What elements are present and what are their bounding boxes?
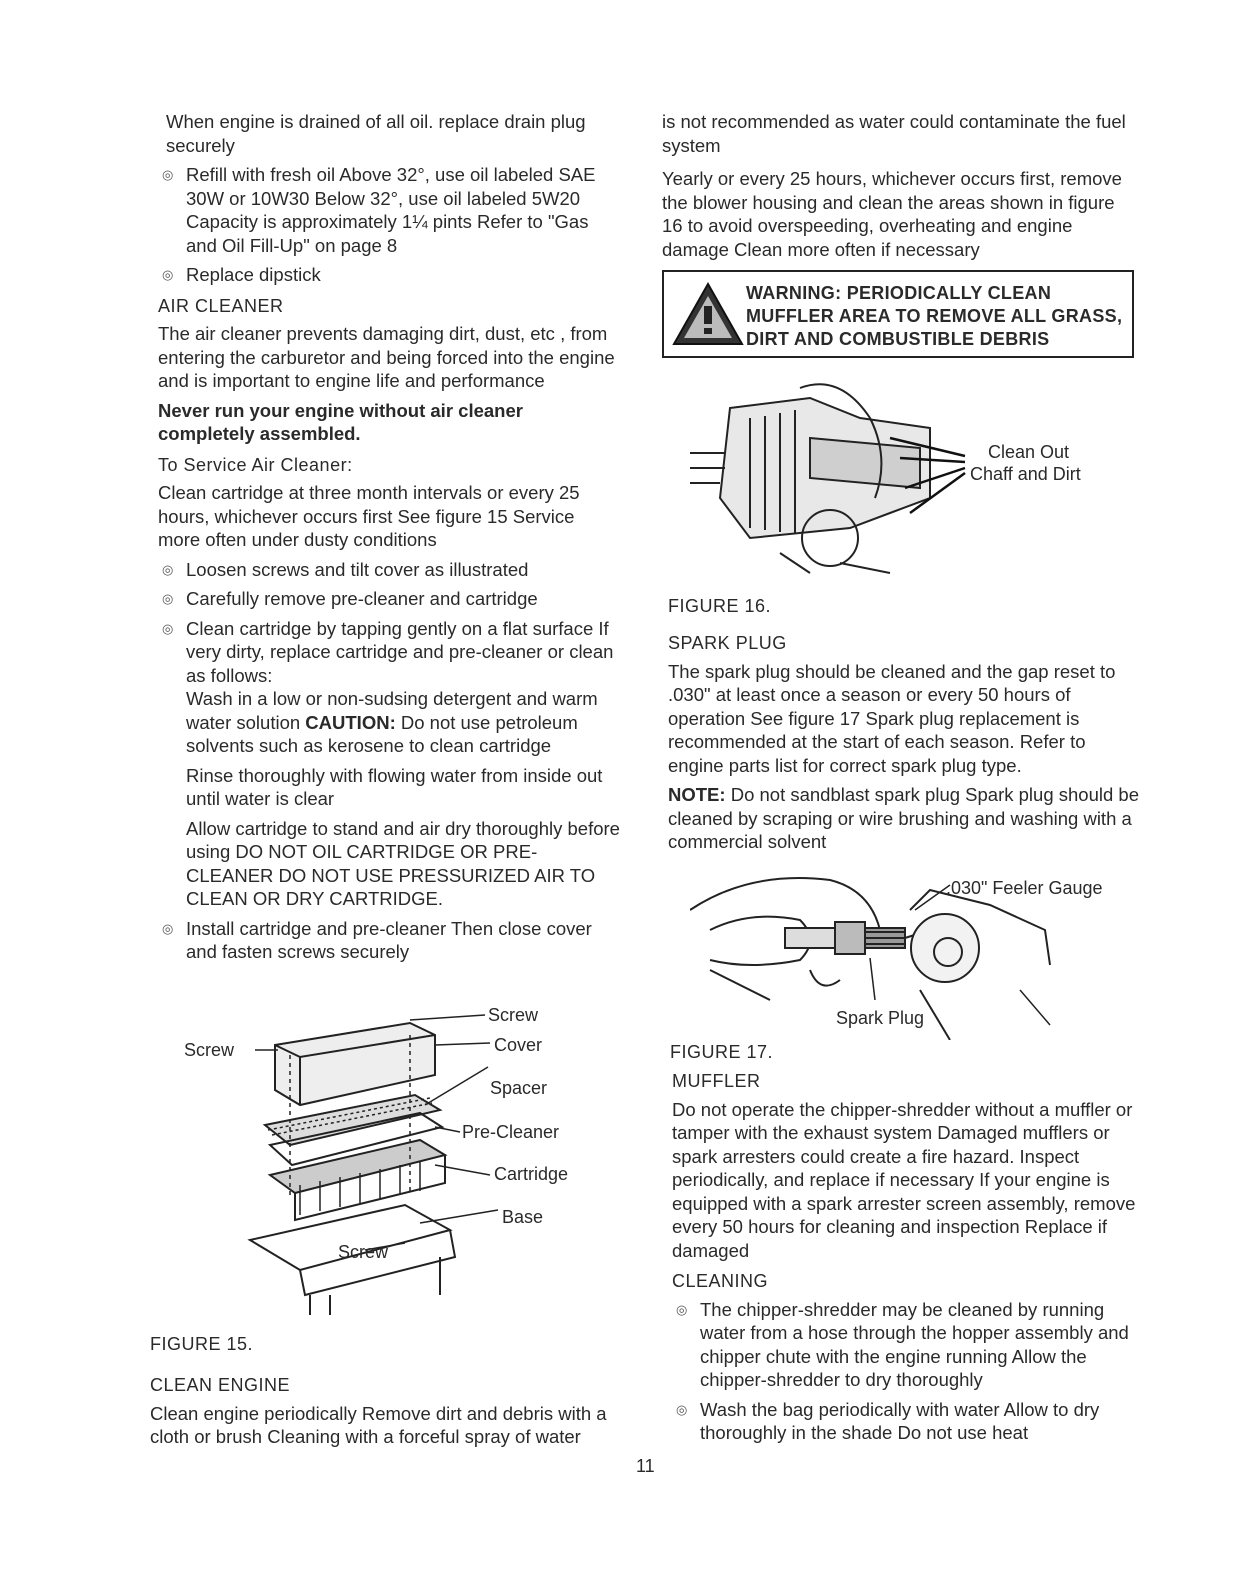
refill-oil-bullet: ◎ Refill with fresh oil Above 32°, use oil labeled SAE 30W or 10W30 Below 32°, use oil labeled 5W20 Capacity is approximately 1¼ pints Refer to "Gas and Oil Fill-Up" on page 8 <box>158 163 620 257</box>
left-column <box>158 110 620 970</box>
wash-text: Wash in a low or non-sudsing detergent and warm water solution <box>186 688 598 733</box>
caution-label: CAUTION: <box>305 711 396 733</box>
install-cartridge-bullet: ◎ Install cartridge and pre-cleaner Then close cover and fasten screws securely <box>158 917 620 964</box>
fig17-label-spark-plug: Spark Plug <box>836 1008 925 1028</box>
service-paragraph: Clean cartridge at three month intervals or every 25 hours, whichever occurs first See figure 15 Service more often under dusty conditions <box>158 482 580 550</box>
fuel-system-continuation: is not recommended as water could contaminate the fuel system <box>662 111 1126 156</box>
figure-16-caption: FIGURE 16. <box>668 596 772 616</box>
engine-cleaning-diagram <box>690 378 980 578</box>
clean-engine-section <box>150 1374 628 1455</box>
clean-engine-paragraph: Clean engine periodically Remove dirt and debris with a cloth or brush Cleaning with a forceful spray of water <box>150 1402 607 1447</box>
caution-text: Do not use petroleum solvents such as kerosene to clean cartridge <box>186 711 578 756</box>
yearly-cleaning-paragraph: Yearly or every 25 hours, whichever occurs first, remove the blower housing and clean the areas shown in figure 16 to avoid overspeeding, overheating and engine damage Clean more often if necessary <box>662 168 1122 260</box>
muffler-paragraph: Do not operate the chipper-shredder without a muffler or tamper with the exhaust system Damaged mufflers or spark arresters could create a fire hazard. Inspect periodically, and replace if necessary If your engine is equipped with a spark arrester screen assembly, remove every 50 hours for cleaning and inspection Replace if damaged <box>672 1098 1136 1261</box>
fig15-label-screw-bottom: Screw <box>338 1242 389 1262</box>
spark-plug-note <box>668 783 1140 854</box>
rinse-instruction: Rinse thoroughly with flowing water from inside out until water is clear <box>186 764 603 809</box>
warning-box <box>662 270 1134 358</box>
replace-dipstick-bullet: ◎ Replace dipstick <box>158 263 620 287</box>
note-label: NOTE: <box>668 784 726 805</box>
fig15-label-cover: Cover <box>494 1035 543 1055</box>
air-dry-instruction: Allow cartridge to stand and air dry thoroughly before using DO NOT OIL CARTRIDGE OR PRE-CLEANER DO NOT USE PRESSURIZED AIR TO CLEAN OR DRY CARTRIDGE. <box>186 817 620 909</box>
figure-15-caption: FIGURE 15. <box>150 1334 254 1354</box>
fig16-callout-line1: Clean Out <box>988 442 1070 462</box>
fig15-label-spacer: Spacer <box>490 1078 548 1098</box>
fig15-label-precleaner: Pre-Cleaner <box>462 1122 560 1142</box>
wash-instruction <box>158 687 620 758</box>
air-cleaner-paragraph: The air cleaner prevents damaging dirt, dust, etc , from entering the carburetor and being forced into the engine and is important to engine life and performance <box>158 323 615 391</box>
loosen-screws-bullet: ◎ Loosen screws and tilt cover as illustrated <box>158 558 620 582</box>
air-cleaner-heading: AIR CLEANER <box>158 295 284 316</box>
cleaning-heading: CLEANING <box>672 1271 769 1291</box>
fig15-label-cartridge: Cartridge <box>494 1164 569 1184</box>
cleaning-running-water-bullet: ◎ The chipper-shredder may be cleaned by running water from a hose through the hopper assembly and chipper chute with the engine running Allow the chipper-shredder to dry thoroughly <box>672 1298 1142 1392</box>
spark-plug-heading: SPARK PLUG <box>668 633 787 653</box>
warning-triangle-icon <box>672 280 744 348</box>
figure-17-caption: FIGURE 17. <box>670 1042 774 1062</box>
service-air-cleaner-heading: To Service Air Cleaner: <box>158 454 353 475</box>
muffler-heading: MUFFLER <box>672 1071 761 1091</box>
remove-precleaner-bullet: ◎ Carefully remove pre-cleaner and cartridge <box>158 587 620 611</box>
spark-plug-paragraph: The spark plug should be cleaned and the gap reset to .030" at least once a season or every 50 hours of operation See figure 17 Spark plug replacement is recommended at the start of each season. Refer to engine parts list for correct spark plug type. <box>668 660 1116 776</box>
note-text: Do not sandblast spark plug Spark plug should be cleaned by scraping or wire brushing and washing with a commercial solvent <box>668 784 1139 852</box>
clean-cartridge-bullet: ◎ Clean cartridge by tapping gently on a flat surface If very dirty, replace cartridge and pre-cleaner or clean as follows: <box>158 617 620 688</box>
fig17-label-feeler-gauge: .030" Feeler Gauge <box>946 878 1103 898</box>
never-run-warning: Never run your engine without air cleaner completely assembled. <box>158 399 523 444</box>
spark-plug-section <box>668 632 1140 860</box>
page-number: 11 <box>636 1456 655 1476</box>
muffler-cleaning-section <box>672 1070 1142 1451</box>
fig15-label-base: Base <box>502 1207 544 1227</box>
drain-plug-text: When engine is drained of all oil. replace drain plug securely <box>166 111 586 156</box>
fig16-callout-line2: Chaff and Dirt <box>970 464 1081 484</box>
fig15-label-screw-left: Screw <box>184 1040 235 1060</box>
wash-bag-bullet: ◎ Wash the bag periodically with water Allow to dry thoroughly in the shade Do not use heat <box>672 1398 1142 1445</box>
right-column-top <box>662 110 1134 267</box>
warning-text: WARNING: PERIODICALLY CLEAN MUFFLER AREA TO REMOVE ALL GRASS, DIRT AND COMBUSTIBLE DEBRIS <box>746 283 1123 349</box>
clean-engine-heading: CLEAN ENGINE <box>150 1375 291 1395</box>
fig15-label-screw-top: Screw <box>488 1005 539 1025</box>
